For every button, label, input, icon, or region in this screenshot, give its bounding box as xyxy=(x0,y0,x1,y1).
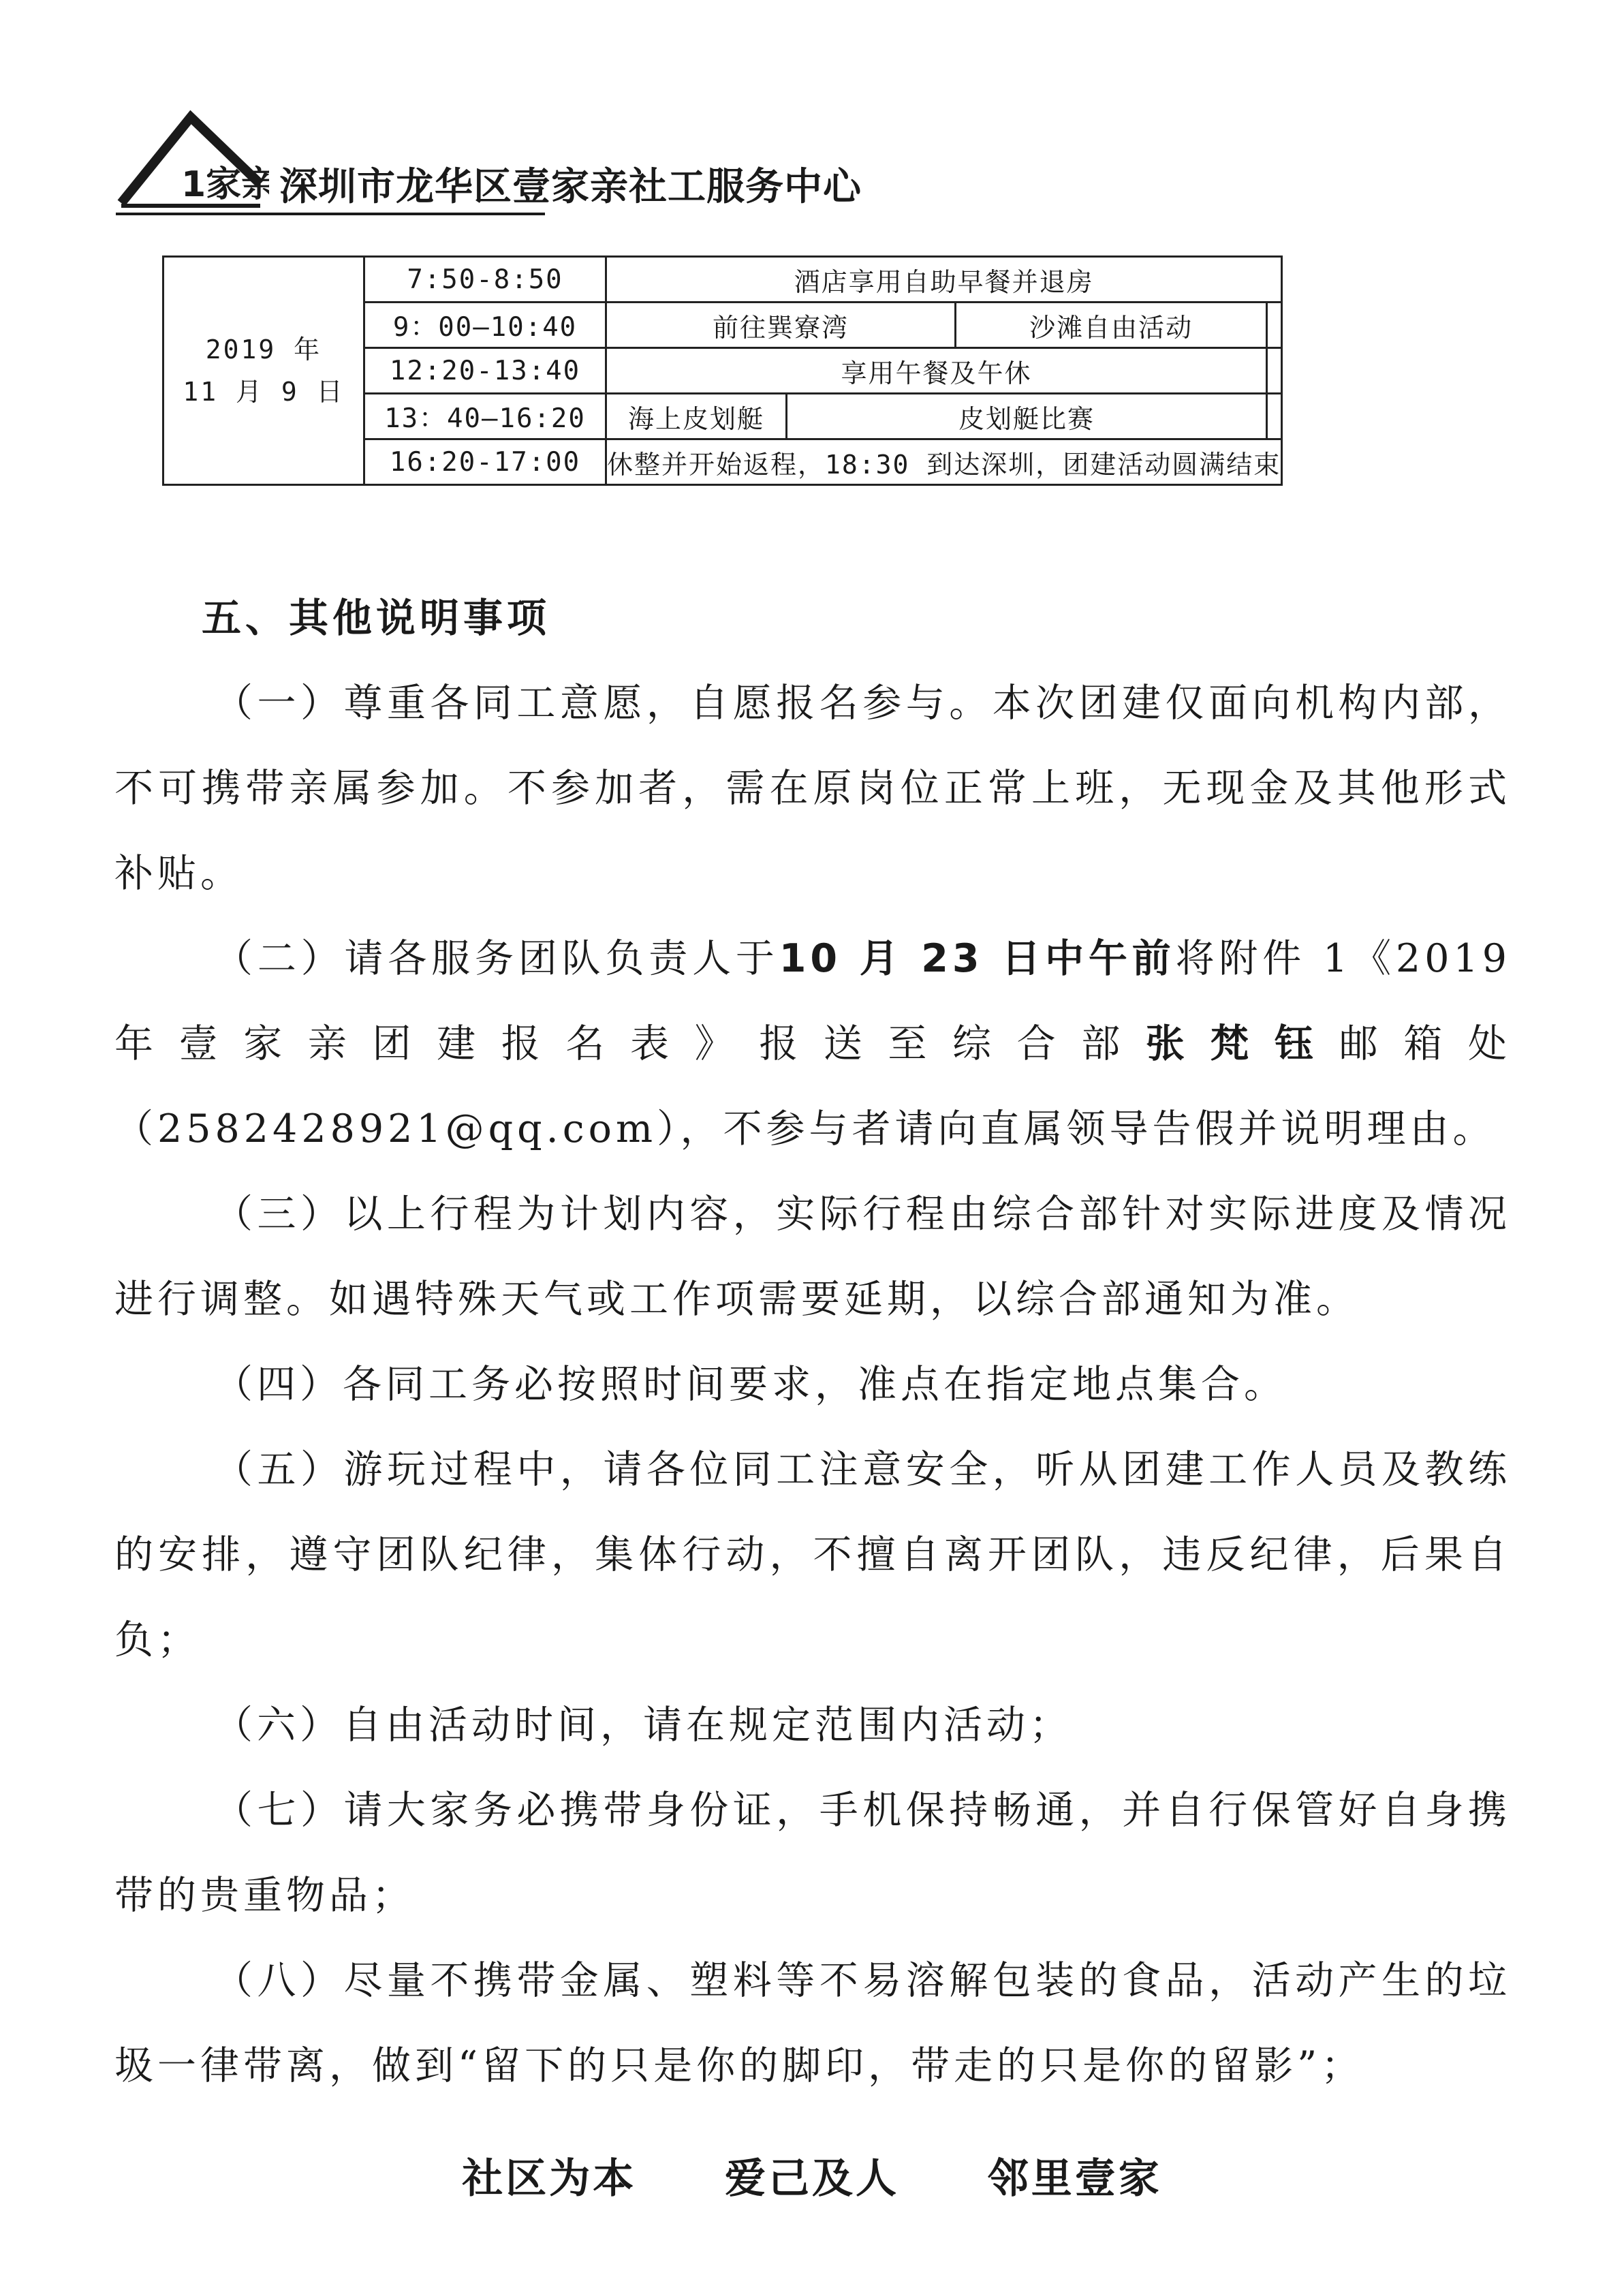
header-divider xyxy=(116,213,545,215)
paragraph-2-post: 邮箱处（2582428921@qq.com），不参与者请向直属领导告假并说明理由。 xyxy=(114,1021,1512,1151)
schedule-activity: 休整并开始返程，18:30 到达深圳，团建活动圆满结束 xyxy=(606,439,1282,485)
schedule-activity: 皮划艇比赛 xyxy=(787,394,1267,439)
schedule-time: 16:20-17:00 xyxy=(364,439,606,485)
table-row xyxy=(163,257,1282,303)
contact-name: 张梵钰 xyxy=(1145,1021,1339,1066)
schedule-table xyxy=(162,255,1283,486)
paragraph-6: （六）自由活动时间，请在规定范围内活动； xyxy=(214,1703,1072,1748)
paragraph-5: （五）游玩过程中，请各位同工注意安全，听从团建工作人员及教练的安排，遵守团队纪律，集体行动，不擅自离开团队，违反纪律，后果自负； xyxy=(114,1447,1511,1662)
schedule-time: 7:50-8:50 xyxy=(364,257,606,303)
schedule-activity: 酒店享用自助早餐并退房 xyxy=(606,257,1282,303)
schedule-activity: 前往巽寮湾 xyxy=(606,303,956,348)
schedule-activity: 海上皮划艇 xyxy=(606,394,787,439)
paragraph-2-pre: （二）请各服务团队负责人于 xyxy=(214,936,779,981)
schedule-activity xyxy=(1267,394,1282,439)
deadline-text: 10 月 23 日中午前 xyxy=(779,936,1176,981)
schedule-time: 9：00—10:40 xyxy=(364,303,606,348)
schedule-activity xyxy=(1267,303,1282,348)
schedule-time: 13：40—16:20 xyxy=(364,394,606,439)
org-name: 深圳市龙华区壹家亲社工服务中心 xyxy=(279,165,862,209)
section-heading: 五、其他说明事项 xyxy=(202,595,551,641)
schedule-activity xyxy=(1267,348,1282,394)
paragraph-3: （三）以上行程为计划内容，实际行程由综合部针对实际进度及情况进行调整。如遇特殊天气或工作项需要延期，以综合部通知为准。 xyxy=(114,1192,1511,1322)
paragraph-8: （八）尽量不携带金属、塑料等不易溶解包装的食品，活动产生的垃圾一律带离，做到“留下的只是你的脚印，带走的只是你的留影”； xyxy=(114,1958,1511,2088)
logo-mark-text: 1家亲 xyxy=(181,164,269,205)
paragraph-4: （四）各同工务必按照时间要求，准点在指定地点集合。 xyxy=(214,1362,1287,1407)
org-logo xyxy=(116,102,269,218)
paragraph-2 xyxy=(114,916,1511,1172)
footer-slogan: 社区为本 爱己及人 邻里壹家 xyxy=(462,2155,1162,2203)
schedule-time: 12:20-13:40 xyxy=(364,348,606,394)
paragraph-1: （一）尊重各同工意愿，自愿报名参与。本次团建仅面向机构内部，不可携带亲属参加。不参加者，需在原岗位正常上班，无现金及其他形式补贴。 xyxy=(114,681,1511,896)
paragraph-7: （七）请大家务必携带身份证，手机保持畅通，并自行保管好自身携带的贵重物品； xyxy=(114,1788,1511,1918)
schedule-activity: 沙滩自由活动 xyxy=(956,303,1267,348)
schedule-activity: 享用午餐及午休 xyxy=(606,348,1267,394)
paragraph-2-mid: 将附件 1《2019 年壹家亲团建报名表》报送至综合部 xyxy=(114,936,1511,1066)
schedule-date: 2019 年 11 月 9 日 xyxy=(163,257,364,485)
